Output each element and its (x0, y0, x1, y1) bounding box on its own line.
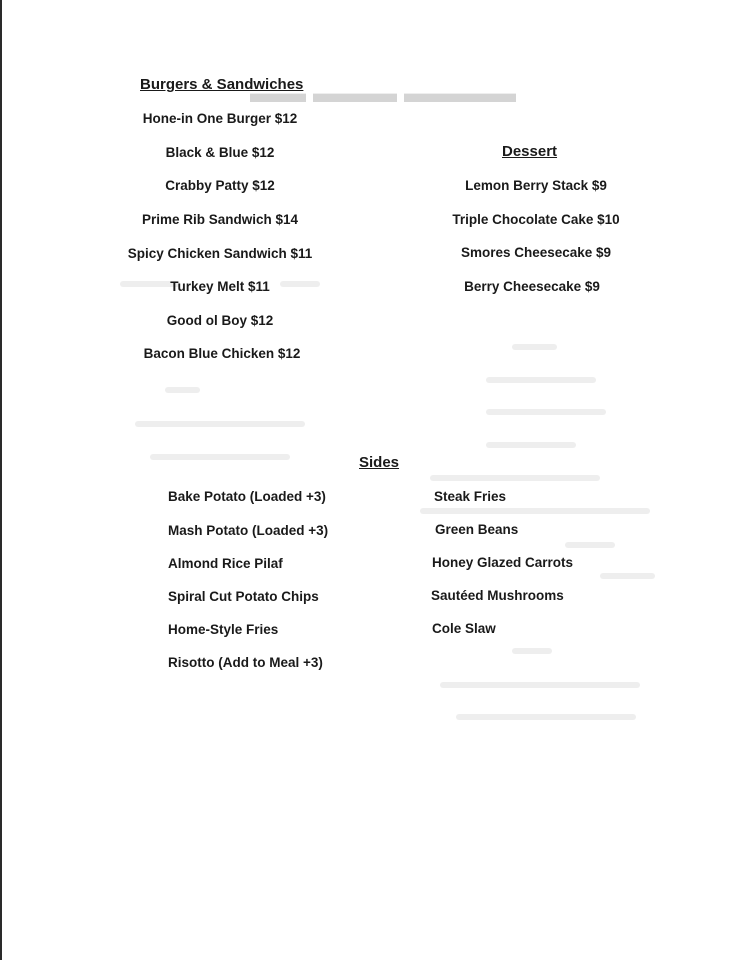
bleed-through-mark (512, 344, 557, 350)
sides-heading: Sides (359, 454, 400, 471)
bleed-through-mark (600, 573, 655, 579)
bleed-through-mark (456, 714, 636, 720)
side-item: Risotto (Add to Meal +3) (168, 655, 323, 670)
bleed-through-mark (165, 387, 200, 393)
side-item: Mash Potato (Loaded +3) (168, 523, 329, 538)
burgers-heading: Burgers & Sandwiches (140, 76, 304, 93)
page-edge (0, 0, 2, 960)
side-item: Spiral Cut Potato Chips (168, 589, 319, 604)
side-item: Almond Rice Pilaf (168, 556, 283, 571)
side-item: Cole Slaw (432, 621, 496, 636)
bleed-through-mark: ▬▬▬▬ ▬▬▬ ▬▬ (250, 78, 516, 109)
side-item: Steak Fries (434, 489, 507, 504)
menu-item: Turkey Melt $11 (170, 279, 270, 294)
bleed-through-mark (135, 421, 305, 427)
bleed-through-mark (420, 508, 650, 514)
bleed-through-mark (150, 454, 290, 460)
menu-item: Crabby Patty $12 (165, 178, 275, 193)
menu-item: Lemon Berry Stack $9 (465, 178, 607, 193)
menu-item: Triple Chocolate Cake $10 (452, 212, 620, 227)
side-item: Home-Style Fries (168, 622, 279, 637)
side-item: Sautéed Mushrooms (431, 588, 564, 603)
bleed-through-mark (565, 542, 615, 548)
bleed-through-mark (512, 648, 552, 654)
menu-item: Prime Rib Sandwich $14 (141, 212, 299, 227)
menu-item: Hone-in One Burger $12 (142, 111, 298, 126)
menu-item: Bacon Blue Chicken $12 (143, 346, 301, 361)
bleed-through-mark (486, 442, 576, 448)
menu-item: Spicy Chicken Sandwich $11 (127, 246, 313, 261)
side-item: Bake Potato (Loaded +3) (168, 489, 326, 504)
menu-item: Berry Cheesecake $9 (464, 279, 600, 294)
bleed-through-mark (280, 281, 320, 287)
bleed-through-mark (430, 475, 600, 481)
side-item: Green Beans (435, 522, 519, 537)
bleed-through-mark (486, 409, 606, 415)
side-item: Honey Glazed Carrots (432, 555, 574, 570)
dessert-heading: Dessert (502, 143, 558, 160)
menu-item: Black & Blue $12 (165, 145, 275, 160)
menu-item: Good ol Boy $12 (166, 313, 274, 328)
bleed-through-mark (440, 682, 640, 688)
bleed-through-mark (486, 377, 596, 383)
menu-item: Smores Cheesecake $9 (460, 245, 612, 260)
